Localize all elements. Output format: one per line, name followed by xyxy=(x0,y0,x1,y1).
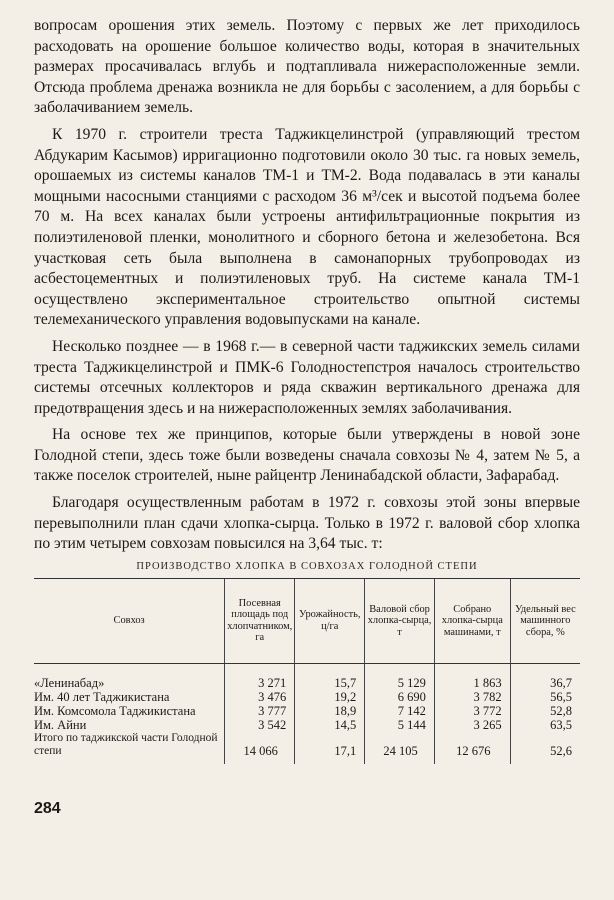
paragraph-continuation: вопросам орошения этих земель. Поэтому с первых же лет приходилось расходовать на орошение большое количество воды, которая в значительных размерах просачивалась вглубь и подтапливала нижерасположенные земли. Отсюда проблема дренажа возникла не для борьбы с засолением, а для борьбы с заболачиванием земель. xyxy=(34,17,580,117)
paragraph-new-settlements: На основе тех же принципов, которые были утверждены в новой зоне Голодной степи, здесь тоже были возведены сначала совхозы № 4, затем № 5, а также поселок строителей, ныне райцентр Ленинабадской области, Зафарабад. xyxy=(34,426,580,485)
cell-yield: 17,1 xyxy=(295,732,365,764)
cell-area: 3 271 xyxy=(225,663,295,690)
table-row xyxy=(34,704,580,718)
cell-yield: 15,7 xyxy=(295,663,365,690)
cell-gross: 5 129 xyxy=(365,663,435,690)
paragraph-1968-drainage: Несколько позднее — в 1968 г.— в северной части таджикских земель силами треста Таджикцелинстрой и ПМК-6 Голодностепстроя началось строительство системы отсечных коллекторов и ряда скважин вертикального дренажа для предотвращения здесь и на нижерасположенных землях заболачивания. xyxy=(34,337,580,417)
cell-share: 36,7 xyxy=(510,663,580,690)
cell-sovkhoz: Им. Комсомола Таджикистана xyxy=(34,703,196,718)
cell-gross: 24 105 xyxy=(365,732,435,764)
cell-sovkhoz: Им. 40 лет Таджикистана xyxy=(34,689,170,704)
cell-share: 52,8 xyxy=(510,704,580,718)
header-machine-harvest: Собрано хлопка-сырца машинами, т xyxy=(434,578,510,663)
cell-machine: 12 676 xyxy=(434,732,510,764)
cell-machine: 1 863 xyxy=(434,663,510,690)
cell-machine: 3 782 xyxy=(434,690,510,704)
cell-sovkhoz: «Ленинабад» xyxy=(34,675,105,690)
header-sovkhoz: Совхоз xyxy=(34,578,225,663)
page-number: 284 xyxy=(34,800,61,817)
table-row xyxy=(34,718,580,732)
page-content xyxy=(34,16,580,764)
cell-area: 3 542 xyxy=(225,718,295,732)
header-machine-share: Удельный вес машинного сбора, % xyxy=(510,578,580,663)
header-sown-area: Посевная площадь под хлопчатником, га xyxy=(225,578,295,663)
cell-share: 56,5 xyxy=(510,690,580,704)
table-row xyxy=(34,690,580,704)
header-yield: Урожайность, ц/га xyxy=(295,578,365,663)
paragraph-1972-results: Благодаря осуществленным работам в 1972 г. совхозы этой зоны впервые перевыполнили план сдачи хлопка-сырца. Только в 1972 г. валовой сбор хлопка по этим четырем совхозам повысился на 3,64 тыс. т: xyxy=(34,494,580,553)
cell-share: 63,5 xyxy=(510,718,580,732)
cell-gross: 7 142 xyxy=(365,704,435,718)
cell-machine: 3 772 xyxy=(434,704,510,718)
cotton-production-table xyxy=(34,578,580,764)
cell-machine: 3 265 xyxy=(434,718,510,732)
cell-share: 52,6 xyxy=(510,732,580,764)
cell-yield: 14,5 xyxy=(295,718,365,732)
paragraph-trust-1970: К 1970 г. строители треста Таджикцелинстрой (управляющий трестом Абдукарим Касымов) ирригационно подготовили около 30 тыс. га новых земель, орошаемых из системы каналов ТМ-1 и ТМ-2. Вода подавалась в эти каналы мощными насосными станциями с расходом 36 м³/сек и высотой подъема более 70 м. На всех каналах были устроены антифильтрационные покрытия из полиэтиленовой пленки, монолитного и сборного бетона и железобетона. Вся участковая сеть была выполнена в самонапорных трубопроводах из асбестоцементных и полиэтиленовых труб. На системе канала ТМ-1 осуществлено экспериментальное строительство опытной системы телемеханического управления водовыпусками на канале. xyxy=(34,125,580,329)
cell-sovkhoz: Им. Айни xyxy=(34,717,87,732)
table-header-row xyxy=(34,578,580,663)
cell-area: 3 777 xyxy=(225,704,295,718)
cell-yield: 18,9 xyxy=(295,704,365,718)
table-total-row xyxy=(34,732,580,764)
cell-yield: 19,2 xyxy=(295,690,365,704)
table-row xyxy=(34,663,580,690)
cell-area: 14 066 xyxy=(225,732,295,764)
table-title: ПРОИЗВОДСТВО ХЛОПКА В СОВХОЗАХ ГОЛОДНОЙ СТЕПИ xyxy=(136,560,478,572)
cell-gross: 6 690 xyxy=(365,690,435,704)
cell-area: 3 476 xyxy=(225,690,295,704)
cell-total-label: Итого по таджикской части Голодной степи xyxy=(34,731,218,757)
header-gross-harvest: Валовой сбор хлопка-сырца, т xyxy=(365,578,435,663)
cell-gross: 5 144 xyxy=(365,718,435,732)
